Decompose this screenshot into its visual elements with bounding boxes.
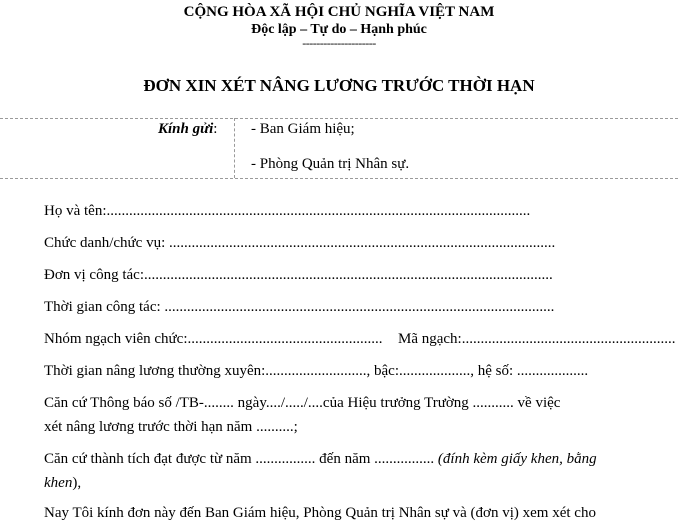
achievement-line-end: ), bbox=[72, 475, 82, 491]
recipient-hr: - Phòng Quản trị Nhân sự. bbox=[251, 156, 410, 172]
grade-code-field: Mã ngạch:......................................................... bbox=[398, 331, 676, 347]
addressee-colon: : bbox=[213, 121, 218, 137]
addressee-label bbox=[158, 121, 217, 138]
addressee-label-text: Kính gửi bbox=[158, 121, 214, 137]
recipient-board: - Ban Giám hiệu; bbox=[251, 121, 355, 137]
staff-group-field: Nhóm ngạch viên chức:.................................................... bbox=[44, 331, 383, 347]
achievement-line-1 bbox=[44, 451, 597, 468]
achievement-line-2 bbox=[44, 475, 81, 492]
addressee-bottom-border bbox=[0, 178, 678, 179]
achievement-note: (đính kèm giấy khen, bằng bbox=[437, 451, 597, 467]
motto: Độc lập – Tự do – Hạnh phúc bbox=[251, 22, 427, 37]
addressee-top-border bbox=[0, 118, 678, 119]
request-line: Nay Tôi kính đơn này đến Ban Giám hiệu, Phòng Quản trị Nhân sự và (đơn vị) xem xét cho bbox=[44, 505, 596, 521]
unit-field: Đơn vị công tác:............................................................................................................. bbox=[44, 267, 553, 283]
work-period-field: Thời gian công tác: ........................................................................................................ bbox=[44, 299, 555, 315]
notice-line-2: xét nâng lương trước thời hạn năm ..........; bbox=[44, 419, 298, 435]
full-name-field: Họ và tên:................................................................................................................. bbox=[44, 203, 531, 219]
document-title: ĐƠN XIN XÉT NÂNG LƯƠNG TRƯỚC THỜI HẠN bbox=[143, 76, 535, 95]
achievement-text: Căn cứ thành tích đạt được từ năm ................ đến năm ................ bbox=[44, 451, 438, 467]
title-position-field: Chức danh/chức vụ: ....................................................................................................... bbox=[44, 235, 556, 251]
national-title: CỘNG HÒA XÃ HỘI CHỦ NGHĨA VIỆT NAM bbox=[183, 4, 495, 20]
achievement-note-end: khen bbox=[44, 475, 73, 491]
raise-period-field: Thời gian nâng lương thường xuyên:..........................., bậc:..................., hệ số: ................... bbox=[44, 363, 589, 379]
notice-line-1: Căn cứ Thông báo số /TB-........ ngày..../...../....của Hiệu trưởng Trường ........... về việc bbox=[44, 395, 561, 411]
addressee-divider bbox=[234, 118, 235, 178]
header-separator: --------------------- bbox=[302, 36, 376, 50]
